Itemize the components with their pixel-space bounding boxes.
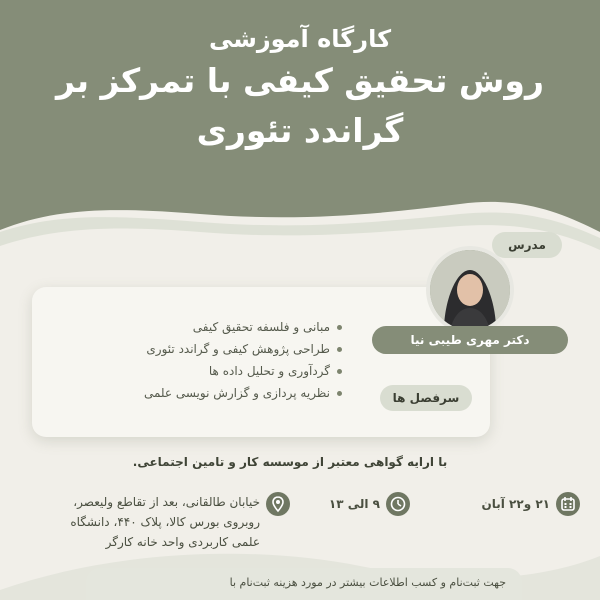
registration-text: جهت ثبت‌نام و کسب اطلاعات بیشتر در مورد هزینه ثبت‌نام با <box>229 576 506 589</box>
time-text: ۹ الی ۱۳ <box>328 497 380 511</box>
outline-item: نظریه پردازی و گزارش نویسی علمی <box>102 382 342 404</box>
instructor-photo <box>426 246 514 334</box>
instructor-name: دکتر مهری طیبی نیا <box>372 326 568 354</box>
instructor-tag: مدرس <box>492 232 562 258</box>
bullet-icon <box>337 391 342 396</box>
location-pin-icon <box>266 492 290 516</box>
outline-list <box>102 316 342 404</box>
outline-item: مبانی و فلسفه تحقیق کیفی <box>102 316 342 338</box>
date-text: ۲۱ و۲۲ آبان <box>481 497 550 511</box>
clock-icon <box>386 492 410 516</box>
address-text: خیابان طالقانی، بعد از تقاطع ولیعصر، روبروی بورس کالا، پلاک ۴۴۰، دانشگاه علمی کاربردی واحد خانه کارگر <box>70 495 260 549</box>
certificate-note: با ارایه گواهی معتبر از موسسه کار و تامین اجتماعی. <box>132 455 448 469</box>
bullet-icon <box>337 325 342 330</box>
outline-item: گردآوری و تحلیل داده ها <box>102 360 342 382</box>
outline-item: طراحی پژوهش کیفی و گراندد تئوری <box>102 338 342 360</box>
workshop-kicker: کارگاه آموزشی <box>208 25 392 53</box>
calendar-icon <box>556 492 580 516</box>
outline-label: سرفصل ها <box>380 385 472 411</box>
title-line-2: گراندد تئوری <box>196 111 404 150</box>
time-info <box>300 492 410 518</box>
title-block <box>0 22 600 156</box>
portrait-icon <box>430 250 510 330</box>
title-line-1: روش تحقیق کیفی با تمرکز بر <box>56 61 544 100</box>
date-info <box>470 492 580 518</box>
bullet-icon <box>337 369 342 374</box>
bullet-icon <box>337 347 342 352</box>
address-info <box>20 492 290 562</box>
